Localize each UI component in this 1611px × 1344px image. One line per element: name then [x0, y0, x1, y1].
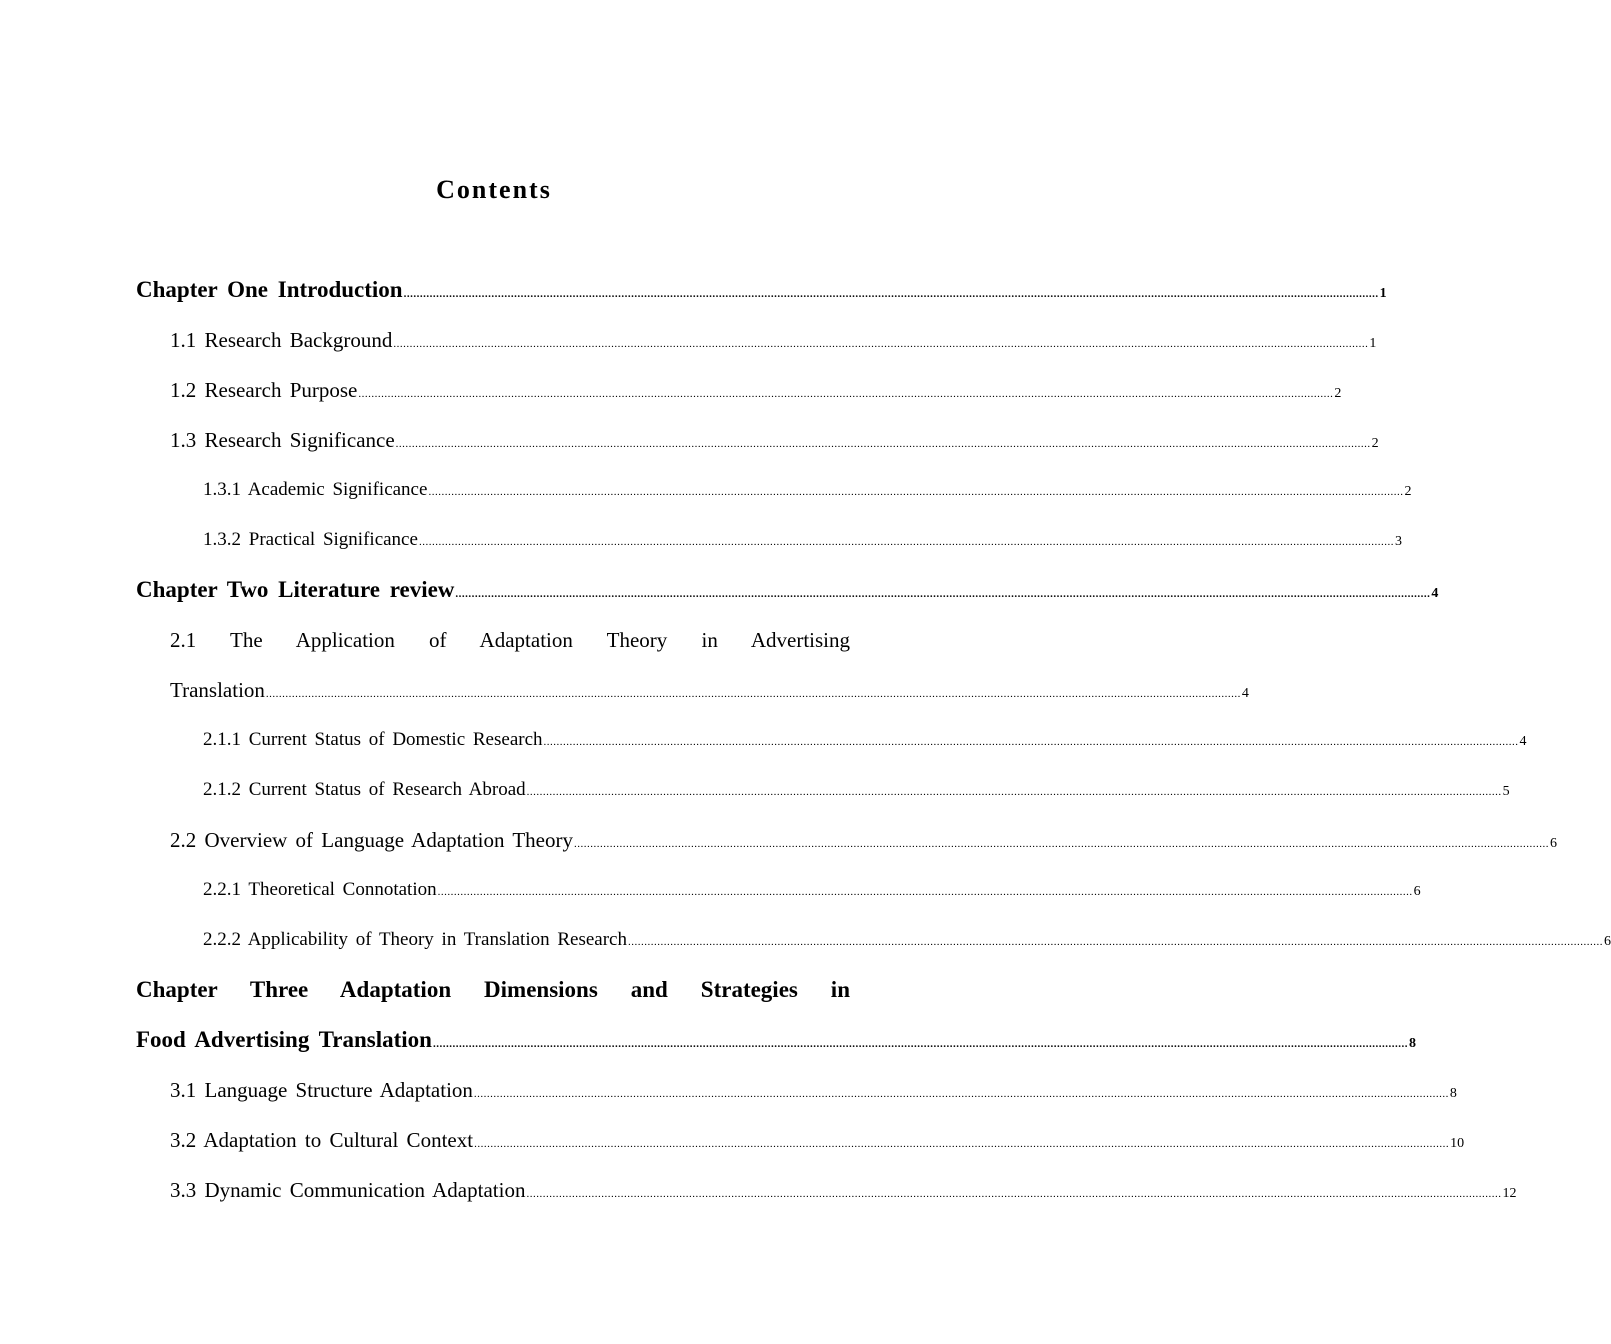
toc-leader-dots: ............................................................................................................................................................................................................................................................................................................	[393, 338, 1369, 350]
toc-entry-1-3[interactable]	[136, 415, 1379, 465]
toc-entry-text: Food Advertising Translation	[136, 1027, 432, 1052]
toc-leader-dots: ............................................................................................................................................................................................................................................................................................................	[437, 886, 1413, 898]
page-title: Contents	[436, 175, 552, 204]
toc-entry-3-2[interactable]	[136, 1115, 1465, 1165]
toc-page-number: 2	[1371, 436, 1379, 451]
toc-page-number: 8	[1449, 1086, 1457, 1101]
toc-entry-text: 2.1.1 Current Status of Domestic Research	[203, 729, 543, 750]
toc-leader-dots: ............................................................................................................................................................................................................................................................................................................	[403, 288, 1379, 300]
toc-page-number: 1	[1379, 286, 1387, 301]
toc-entry-3-1[interactable]	[136, 1065, 1457, 1115]
toc-entry-2-1-line1[interactable]: 2.1 The Application of Adaptation Theory in Advertising	[170, 628, 850, 652]
toc-page-number: 4	[1519, 734, 1527, 749]
toc-entry-2-2-1[interactable]	[136, 865, 1421, 915]
toc-leader-dots: ............................................................................................................................................................................................................................................................................................................	[543, 736, 1519, 748]
toc-leader-dots: ............................................................................................................................................................................................................................................................................................................	[474, 1138, 1450, 1150]
toc-page-number: 1	[1369, 336, 1377, 351]
toc-entry-1-1[interactable]	[136, 315, 1377, 365]
toc-page-number: 4	[1241, 686, 1249, 701]
toc-entry-1-3-1[interactable]	[136, 465, 1412, 515]
toc-leader-dots: ............................................................................................................................................................................................................................................................................................................	[526, 786, 1502, 798]
toc-entry-1-3-2[interactable]	[136, 515, 1402, 565]
toc-leader-dots: ............................................................................................................................................................................................................................................................................................................	[628, 936, 1603, 948]
table-of-contents	[136, 265, 1611, 1215]
toc-entry-text: 1.2 Research Purpose	[170, 378, 358, 402]
toc-entry-text: 2.2.1 Theoretical Connotation	[203, 879, 437, 900]
toc-leader-dots: ............................................................................................................................................................................................................................................................................................................	[395, 438, 1371, 450]
toc-page-number: 3	[1394, 534, 1402, 549]
toc-entry-text: 2.2.2 Applicability of Theory in Translation Research	[203, 929, 627, 950]
toc-entry-2-1-1[interactable]	[136, 715, 1527, 765]
toc-entry-text: 1.1 Research Background	[170, 328, 393, 352]
toc-entry-text: Chapter Two Literature review	[136, 577, 455, 602]
toc-entry-3-3[interactable]	[136, 1165, 1517, 1215]
toc-entry-chapter-three[interactable]	[136, 1015, 1416, 1065]
toc-page-number: 10	[1450, 1136, 1465, 1151]
toc-page-number: 12	[1502, 1186, 1517, 1201]
toc-entry-text: Translation	[170, 678, 265, 702]
toc-entry-text: 1.3.2 Practical Significance	[203, 529, 418, 550]
toc-entry-text: 2.2 Overview of Language Adaptation Theory	[170, 828, 573, 852]
toc-leader-dots: ............................................................................................................................................................................................................................................................................................................	[428, 486, 1404, 498]
toc-entry-text: Chapter One Introduction	[136, 277, 403, 302]
toc-entry-2-2-2[interactable]	[136, 915, 1611, 965]
toc-entry-text: 1.3.1 Academic Significance	[203, 479, 428, 500]
toc-page-number: 6	[1604, 934, 1611, 949]
toc-entry-2-1[interactable]	[136, 665, 1249, 715]
toc-leader-dots: ............................................................................................................................................................................................................................................................................................................	[358, 388, 1334, 400]
toc-leader-dots: ............................................................................................................................................................................................................................................................................................................	[473, 1088, 1449, 1100]
toc-page-number: 2	[1404, 484, 1412, 499]
toc-entry-2-2[interactable]	[136, 815, 1557, 865]
toc-entry-text: 3.3 Dynamic Communication Adaptation	[170, 1178, 526, 1202]
toc-leader-dots: ............................................................................................................................................................................................................................................................................................................	[432, 1038, 1408, 1050]
toc-page-number: 4	[1431, 586, 1439, 601]
toc-page-number: 6	[1550, 836, 1557, 851]
toc-page-number: 6	[1413, 884, 1421, 899]
toc-leader-dots: ............................................................................................................................................................................................................................................................................................................	[418, 536, 1394, 548]
toc-entry-text: 3.1 Language Structure Adaptation	[170, 1078, 473, 1102]
toc-entry-text: 3.2 Adaptation to Cultural Context	[170, 1128, 474, 1152]
toc-leader-dots: ............................................................................................................................................................................................................................................................................................................	[265, 688, 1241, 700]
toc-entry-chapter-two[interactable]	[136, 565, 1439, 615]
toc-page-number: 8	[1408, 1036, 1416, 1051]
toc-entry-text: 2.1.2 Current Status of Research Abroad	[203, 779, 526, 800]
toc-leader-dots: ............................................................................................................................................................................................................................................................................................................	[574, 838, 1549, 850]
toc-entry-2-1-2[interactable]	[136, 765, 1510, 815]
toc-page-number: 5	[1502, 784, 1510, 799]
toc-entry-text: 1.3 Research Significance	[170, 428, 395, 452]
toc-entry-chapter-one[interactable]	[136, 265, 1387, 315]
toc-entry-chapter-three-line1[interactable]: Chapter Three Adaptation Dimensions and Strategies in	[136, 977, 850, 1002]
toc-entry-1-2[interactable]	[136, 365, 1342, 415]
toc-leader-dots: ............................................................................................................................................................................................................................................................................................................	[526, 1188, 1502, 1200]
toc-leader-dots: ............................................................................................................................................................................................................................................................................................................	[455, 588, 1431, 600]
toc-page-number: 2	[1334, 386, 1342, 401]
